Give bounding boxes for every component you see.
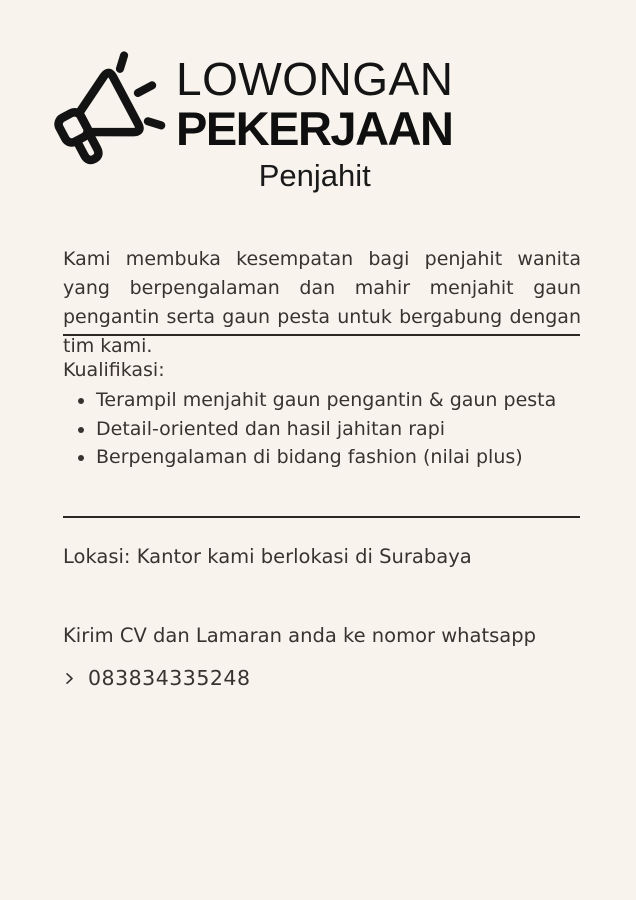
phone-row <box>62 666 251 690</box>
qualifications-list <box>63 386 583 472</box>
page-title-line1: LOWONGAN <box>176 53 454 105</box>
divider-line-1 <box>63 334 580 336</box>
title-block <box>176 44 453 195</box>
qualifications-heading: Kualifikasi: <box>63 359 165 381</box>
contact-instruction: Kirim CV dan Lamaran anda ke nomor whatsapp <box>63 624 536 647</box>
phone-number: 083834335248 <box>88 666 251 690</box>
location-text: Lokasi: Kantor kami berlokasi di Surabaya <box>63 545 472 568</box>
chevron-right-icon <box>62 670 77 687</box>
poster-header <box>44 44 453 195</box>
divider-line-2 <box>63 516 580 518</box>
page-subtitle: Penjahit <box>258 158 371 193</box>
qualification-item: • Berpengalaman di bidang fashion (nilai plus) <box>96 443 583 472</box>
page-title-line2: PEKERJAAN <box>176 102 453 155</box>
intro-paragraph: Kami membuka kesempatan bagi penjahit wanita yang berpengalaman dan mahir menjahit gaun pengantin serta gaun pesta untuk bergabung dengan tim kami. <box>63 248 581 357</box>
qualification-item: • Detail-oriented dan hasil jahitan rapi <box>96 415 583 444</box>
qualifications-section <box>63 356 583 472</box>
megaphone-icon <box>44 54 174 180</box>
qualification-item: • Terampil menjahit gaun pengantin & gaun pesta <box>96 386 583 415</box>
